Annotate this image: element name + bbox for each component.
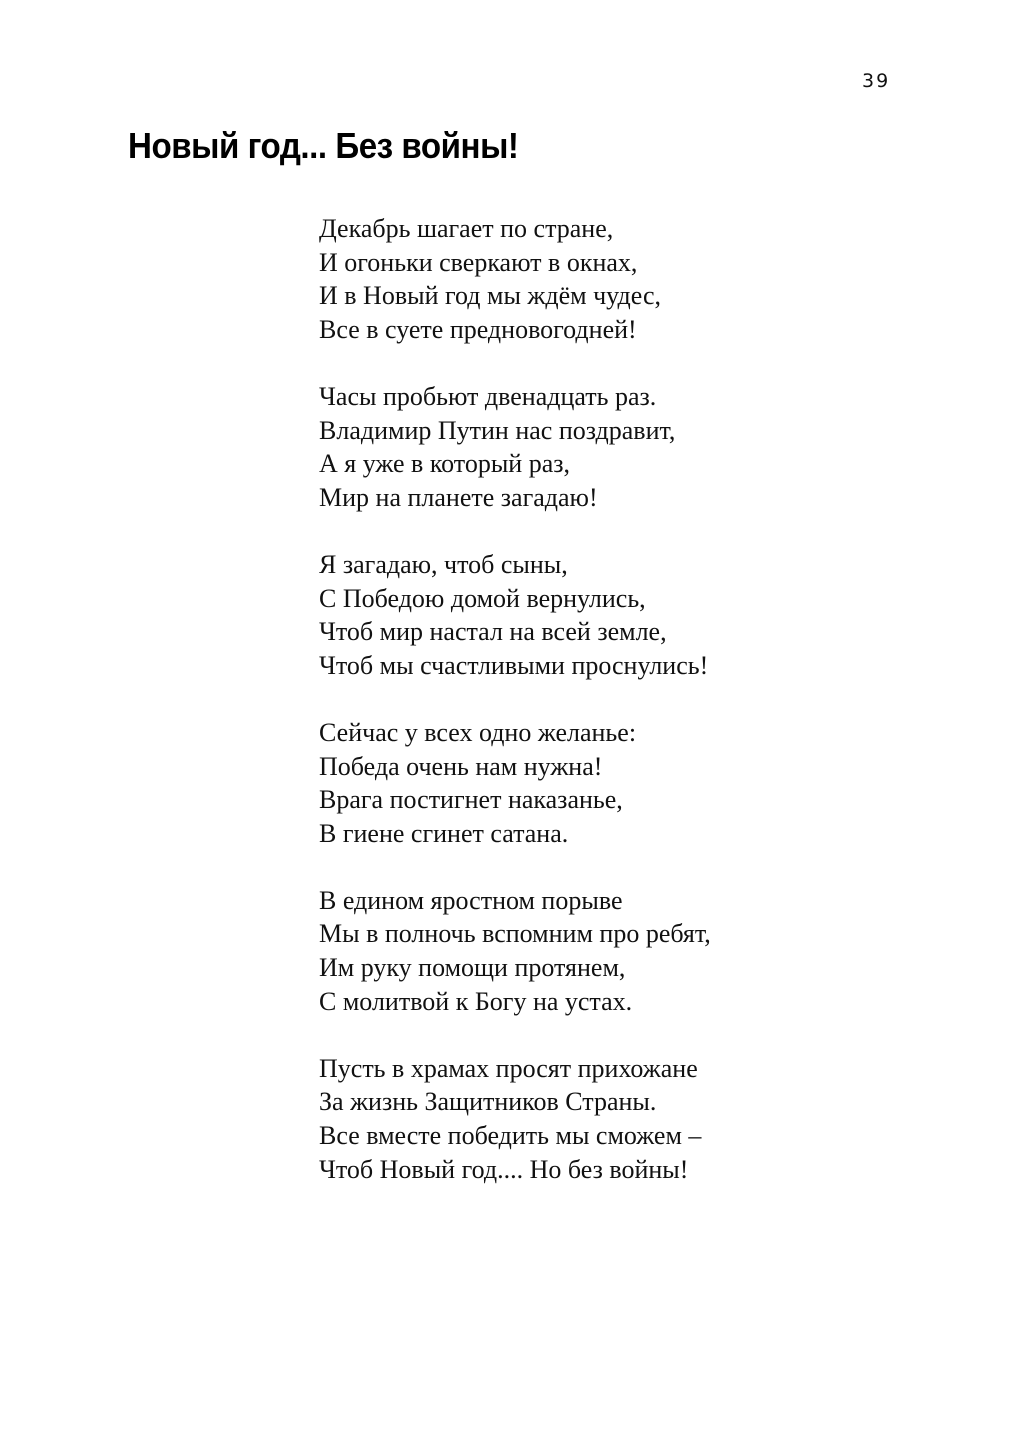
poem-line: С молитвой к Богу на устах. (319, 986, 633, 1016)
poem-line: За жизнь Защитников Страны. (319, 1087, 657, 1117)
poem-line: Мы в полночь вспомним про ребят, (319, 919, 711, 949)
poem-line: Пусть в храмах просят прихожане (319, 1053, 698, 1083)
poem-line: Врага постигнет наказанье, (319, 785, 623, 815)
poem-line: Чтоб Новый год.... Но без войны! (319, 1154, 689, 1184)
poem-line: Декабрь шагает по стране, (319, 214, 614, 243)
stanza-4 (319, 716, 711, 850)
poem-line: Чтоб мир настал на всей земле, (319, 617, 667, 647)
poem-title: Новый год... Без войны! (128, 125, 519, 166)
stanza-6 (319, 1052, 711, 1186)
poem-line: Часы пробьют двенадцать раз. (319, 381, 657, 411)
stanza-2 (319, 380, 711, 514)
stanza-5 (319, 884, 711, 1018)
poem-line: С Победою домой вернулись, (319, 583, 646, 613)
poem-line: Владимир Путин нас поздравит, (319, 415, 676, 445)
poem-line: Мир на планете загадаю! (319, 482, 598, 512)
poem-line: Все вместе победить мы сможем – (319, 1121, 702, 1151)
poem-line: Я загадаю, чтоб сыны, (319, 549, 568, 579)
poem-line: А я уже в который раз, (319, 449, 571, 479)
poem-line: И в Новый год мы ждём чудес, (319, 281, 661, 311)
poem-line: Победа очень нам нужна! (319, 751, 603, 781)
poem-line: Им руку помощи протянем, (319, 953, 626, 983)
poem-line: В едином яростном порыве (319, 885, 623, 915)
stanza-3 (319, 548, 711, 682)
poem-body (319, 212, 711, 1220)
stanza-1 (319, 212, 711, 346)
poem-line: И огоньки сверкают в окнах, (319, 247, 638, 277)
page-number: 39 (862, 70, 891, 92)
poem-line: Сейчас у всех одно желанье: (319, 717, 637, 747)
poem-line: Все в суете предновогодней! (319, 314, 637, 344)
poem-line: Чтоб мы счастливыми проснулись! (319, 650, 709, 680)
poem-line: В гиене сгинет сатана. (319, 818, 569, 848)
